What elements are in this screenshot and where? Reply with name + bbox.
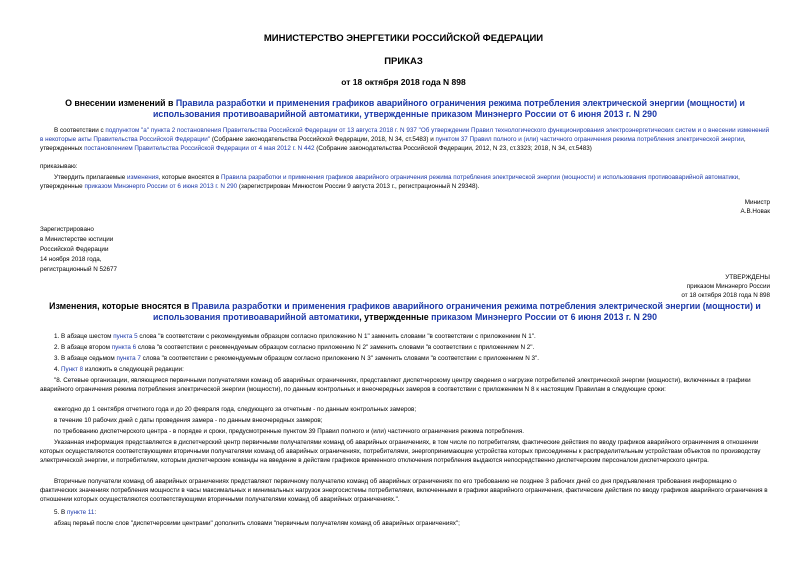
link-decree-937[interactable]: подпунктом "а" пункта 2 постановления Правительства Российской Федерации от 13 августа 2018 г. N 937 "Об утверждении Правил технологического функционирования электроэнергетических систем и о внесении изменений в некоторые акты Правительства Российской Федерации" [40, 127, 770, 143]
link-rules[interactable]: Правила разработки и применения графиков аварийного ограничения режима потребления электрической энергии (мощности) и использования противоаварийной автоматики [221, 174, 739, 181]
ministry-heading: МИНИСТЕРСТВО ЭНЕРГЕТИКИ РОССИЙСКОЙ ФЕДЕРАЦИИ [263, 33, 544, 44]
title-link[interactable]: Правила разработки и применения графиков аварийного ограничения режима потребления электрической энергии (мощности) и использования противоаварийной автоматики, утвержденные приказом Минэнерго России от 6 июня 2013 г. N 290 [153, 98, 745, 119]
link-changes[interactable]: изменения [127, 174, 159, 181]
changes-title: Изменения, которые вносятся в Правила разработки и применения графиков аварийного ограничения режима потребления электрической энергии (мощности) и использования противоаварийной автоматики, утвержденные приказом Минэнерго России от 6 июня 2013 г. N 290 [49, 301, 761, 322]
registration-line-5: регистрационный N 52677 [40, 266, 118, 273]
doc-type: ПРИКАЗ [384, 56, 423, 67]
item-5: 5. В пункте 11: [54, 509, 97, 516]
quote-paragraph-5: Указанная информация представляется в диспетчерский центр первичными получателями команд об аварийных ограничениях, в том числе по потребителям, фактические действия по вводу графиков аварийного ограничения в отношении которых осуществляются соответствующими вторичными получателями команд об аварийных ограничениях, потребителями, энергопринимающие устройства которых присоединены к распределительным устройствам объектов по производству электрической энергии, и потребителям, которым диспетчерские команды на введение в действие графиков временного отключения потребления выдаются непосредственно диспетчерским персоналом диспетчерского центра. [40, 439, 761, 464]
changes-title-link-rules[interactable]: Правила разработки и применения графиков аварийного ограничения режима потребления электрической энергии (мощности) и использования противоаварийной автоматики [153, 301, 761, 322]
quote-paragraph-2: ежегодно до 1 сентября отчетного года и до 20 февраля года, следующего за отчетным - по данным контрольных замеров; [54, 406, 417, 413]
quote-paragraph-4: по требованию диспетчерского центра - в порядке и сроки, предусмотренные пунктом 39 Правил полного и (или) частичного ограничения режима потребления. [54, 428, 525, 435]
quote-paragraph-3: в течение 10 рабочих дней с даты проведения замера - по данным внеочередных замеров; [54, 417, 323, 424]
document-title: О внесении изменений в Правила разработки и применения графиков аварийного ограничения режима потребления электрической энергии (мощности) и использования противоаварийной автоматики, утвержденные приказом Минэнерго России от 6 июня 2013 г. N 290 [65, 98, 745, 119]
doc-date-number: от 18 октября 2018 года N 898 [341, 77, 466, 87]
item-2: 2. В абзаце втором пункта 6 слова "в соответствии с рекомендуемым образцом согласно приложению N 2" заменить словами "в соответствии с приложением N 2". [54, 344, 535, 351]
quote-paragraph-6: Вторичные получатели команд об аварийных ограничениях представляют первичному получателю команд об аварийных ограничениях по его требованию не позднее 3 рабочих дней со дня предъявления требования информацию о фактических значениях потребления мощности в часы максимальных и минимальных нагрузок энергосистемы потребителями, включенными в графики аварийного ограничения, фактические действия по вводу графиков аварийного ограничения в отношении которых осуществляются соответствующими вторичными получателями команд об аварийных ограничениях.". [40, 478, 768, 503]
signature-position: Министр [744, 199, 770, 206]
item-3: 3. В абзаце седьмом пункта 7 слова "в соответствии с рекомендуемым образцом согласно приложению N 3" заменить словами "в соответствии с приложением N 3". [54, 355, 540, 362]
link-decree-442[interactable]: постановлением Правительства Российской Федерации от 4 мая 2012 г. N 442 [84, 144, 315, 152]
approved-line-1: УТВЕРЖДЕНЫ [725, 274, 770, 281]
registration-line-4: 14 ноября 2018 года, [40, 256, 102, 263]
registration-line-3: Российской Федерации [40, 246, 109, 253]
registration-line-2: в Министерстве юстиции [40, 236, 114, 243]
link-point-8[interactable]: Пункт 8 [61, 366, 84, 373]
approved-line-2: приказом Минэнерго России [686, 283, 770, 290]
quote-paragraph-1: "8. Сетевые организации, являющиеся первичными получателями команд об аварийных ограничениях, представляют диспетчерскому центру сведения о нагрузке потребителей электрической энергии (мощности), включенных в графики аварийного ограничения режима потребления электрической энергии (мощности), по данным контрольных и внеочередных замеров в соответствии с приложением N 8 к настоящим Правилам в следующие сроки: [40, 377, 751, 393]
approve-paragraph: Утвердить прилагаемые изменения, которые вносятся в Правила разработки и применения графиков аварийного ограничения режима потребления электрической энергии (мощности) и использования противоаварийной автоматики, утвержденные приказом Минэнерго России от 6 июня 2013 г. N 290 (зарегистрирован Минюстом России 9 августа 2013 г., регистрационный N 29348). [40, 174, 740, 190]
item-4: 4. Пункт 8 изложить в следующей редакции: [54, 366, 184, 373]
registration-line-1: Зарегистрировано [40, 226, 94, 233]
link-rules-37[interactable]: пунктом 37 Правил полного и (или) частичного ограничения режима потребления электрической энергии [435, 135, 744, 143]
link-point-6[interactable]: пункта 6 [111, 344, 137, 351]
link-order-290[interactable]: приказом Минэнерго России от 6 июня 2013 г. N 290 [84, 182, 238, 190]
link-point-7[interactable]: пункта 7 [116, 355, 141, 362]
link-point-11[interactable]: пункте 11 [66, 509, 95, 516]
changes-title-link-order[interactable]: приказом Минэнерго России от 6 июня 2013 г. N 290 [431, 312, 657, 322]
item-1: 1. В абзаце шестом пункта 5 слова "в соответствии с рекомендуемым образцом согласно приложению N 1" заменить словами "в соответствии с приложением N 1". [54, 333, 536, 340]
signature-name: А.В.Новак [740, 208, 770, 215]
item-5-subparagraph: абзац первый после слов "диспетчерскими центрами" дополнить словами "первичным получателям команд об аварийных ограничениях"; [54, 520, 460, 527]
approved-line-3: от 18 октября 2018 года N 898 [681, 292, 770, 299]
orders-text: приказываю: [40, 163, 78, 170]
link-point-5[interactable]: пункта 5 [113, 333, 138, 340]
preamble-paragraph: В соответствии с подпунктом "а" пункта 2 постановления Правительства Российской Федерации от 13 августа 2018 г. N 937 "Об утверждении Правил технологического функционирования электроэнергетических систем и о внесении изменений в некоторые акты Правительства Российской Федерации" (Собрание законодательства Российской Федерации, 2018, N 34, ст.5483) и пунктом 37 Правил полного и (или) частичного ограничения режима потребления электрической энергии, утвержденных постановлением Правительства Российской Федерации от 4 мая 2012 г. N 442 (Собрание законодательства Российской Федерации, 2012, N 23, ст.3323; 2018, N 34, ст.5483) [40, 127, 770, 152]
